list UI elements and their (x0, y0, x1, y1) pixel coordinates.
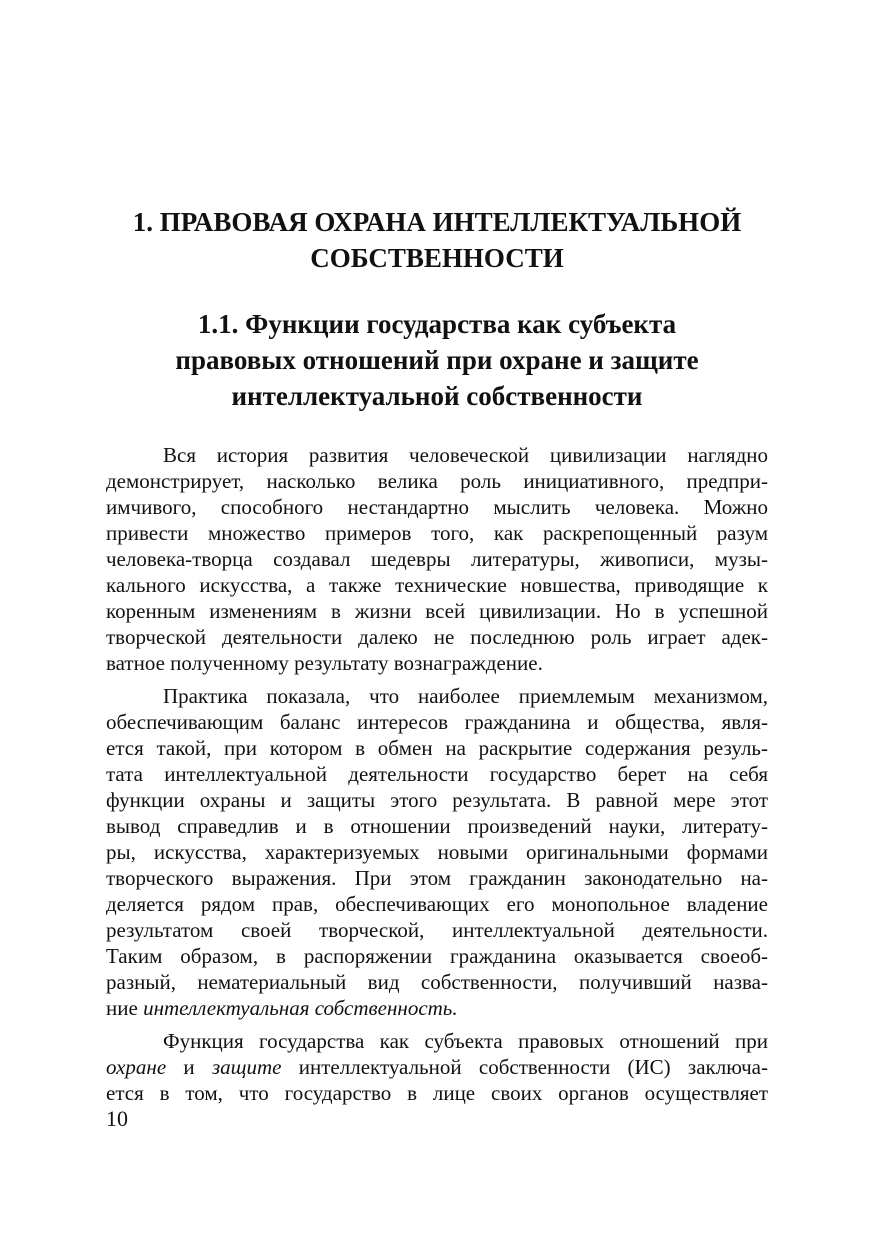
text-line: Вся история развития человеческой цивилизации наглядно (163, 443, 768, 467)
section-title-line: правовых отношений при охране и защите (175, 345, 699, 375)
text-fragment: и (166, 1055, 212, 1079)
body-text (106, 442, 768, 1106)
text-line (106, 1054, 768, 1080)
text-line: Таким образом, в распоряжении гражданина оказывается своеоб- (106, 944, 768, 968)
text-line: деляется рядом прав, обеспечивающих его монопольное владение (106, 892, 768, 916)
section-title-line: интеллектуальной собственности (231, 381, 643, 411)
text-line: ватное полученному результату вознаграждение. (106, 651, 543, 675)
italic-term: охране (106, 1055, 167, 1079)
section-title (106, 306, 768, 414)
paragraph-3 (106, 1028, 768, 1106)
text-line (106, 995, 768, 1021)
paragraph-2 (106, 683, 768, 1021)
text-line: ется такой, при котором в обмен на раскрытие содержания резуль- (106, 736, 768, 760)
text-line: обеспечивающим баланс интересов гражданина и общества, явля- (106, 710, 768, 734)
text-line: разный, нематериальный вид собственности, получивший назва- (106, 970, 768, 994)
italic-term: защите (211, 1055, 282, 1079)
text-line: ется в том, что государство в лице своих органов осуществляет (106, 1081, 768, 1105)
text-line: результатом своей творческой, интеллектуальной деятельности. (106, 918, 768, 942)
text-line: демонстрирует, насколько велика роль инициативного, предпри- (106, 469, 768, 493)
text-line: функции охраны и защиты этого результата. В равной мере этот (106, 788, 768, 812)
chapter-title-line: СОБСТВЕННОСТИ (310, 243, 564, 273)
text-line: привести множество примеров того, как раскрепощенный разум (106, 521, 768, 545)
text-line: тата интеллектуальной деятельности государство берет на себя (106, 762, 768, 786)
text-fragment: интеллектуальной собственности (ИС) заключа- (281, 1055, 768, 1079)
text-line: Функция государства как субъекта правовых отношений при (163, 1029, 768, 1053)
italic-term: интеллектуальная собственность. (143, 996, 458, 1020)
text-line: Практика показала, что наиболее приемлемым механизмом, (163, 684, 768, 708)
chapter-title-line: 1. ПРАВОВАЯ ОХРАНА ИНТЕЛЛЕКТУАЛЬНОЙ (132, 207, 742, 237)
chapter-title (106, 204, 768, 276)
text-line: творческого выражения. При этом гражданин законодательно на- (106, 866, 768, 890)
text-line: кального искусства, а также технические новшества, приводящие к (106, 573, 768, 597)
page-content (106, 204, 768, 1113)
text-line: творческой деятельности далеко не последнюю роль играет адек- (106, 625, 768, 649)
text-line: человека-творца создавал шедевры литературы, живописи, музы- (106, 547, 768, 571)
text-line: ры, искусства, характеризуемых новыми оригинальными формами (106, 840, 768, 864)
text-line: имчивого, способного нестандартно мыслить человека. Можно (106, 495, 768, 519)
page-number: 10 (106, 1106, 128, 1131)
section-title-line: 1.1. Функции государства как субъекта (197, 309, 677, 339)
text-line: коренным изменениям в жизни всей цивилизации. Но в успешной (106, 599, 768, 623)
text-line: вывод справедлив и в отношении произведений науки, литерату- (106, 814, 768, 838)
text-fragment: ние (106, 996, 144, 1020)
paragraph-1 (106, 442, 768, 676)
